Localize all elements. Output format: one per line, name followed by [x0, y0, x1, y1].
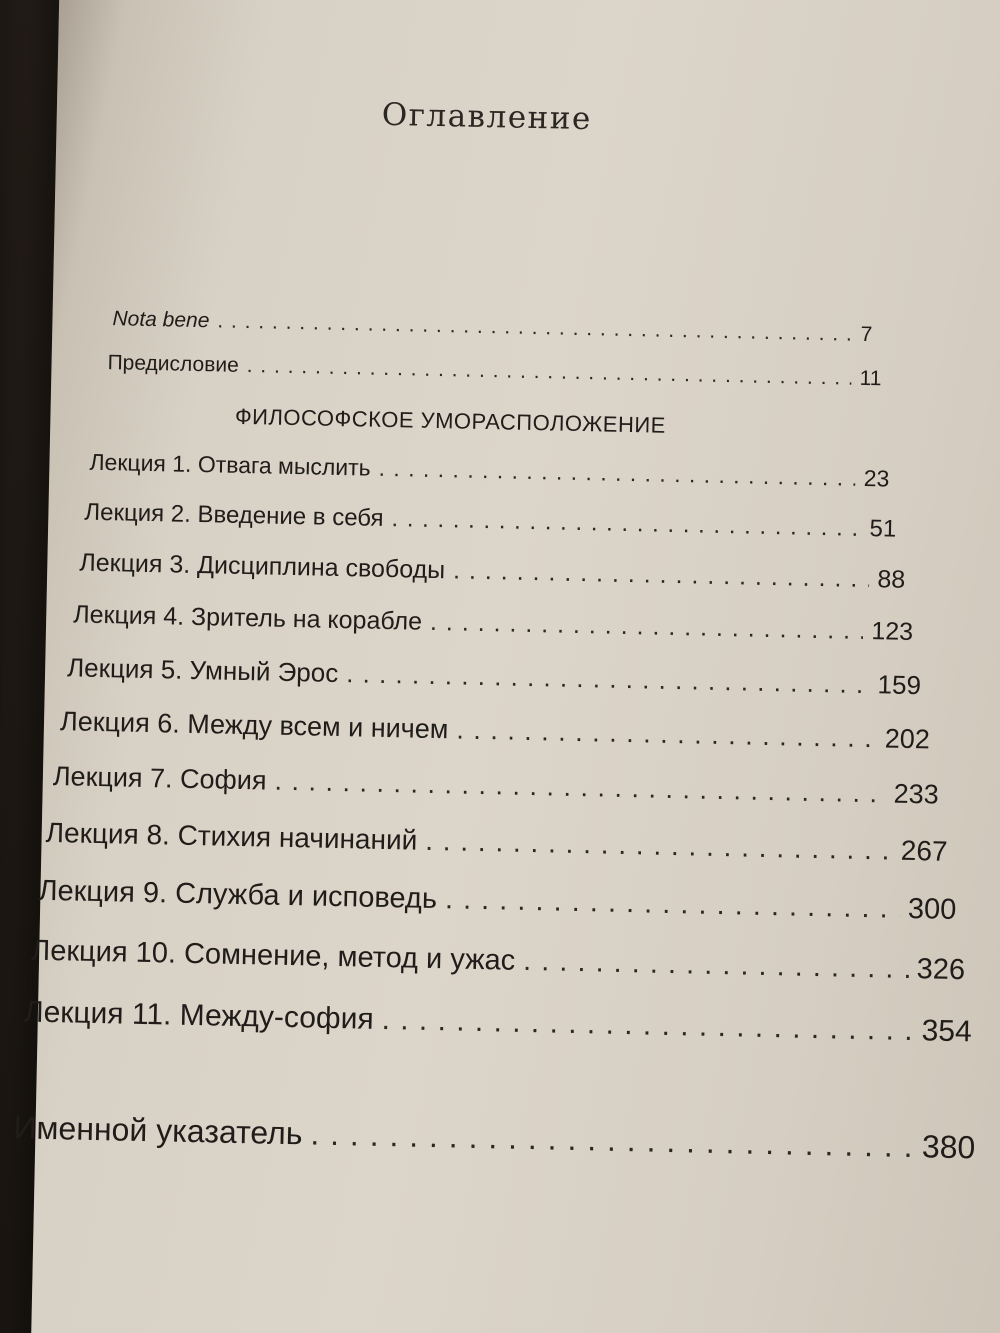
leader-dots [217, 309, 853, 346]
toc-page-number: 202 [884, 723, 931, 755]
leader-dots [310, 1116, 914, 1166]
page-title: Оглавление [381, 96, 593, 138]
toc-page-number: 51 [869, 515, 897, 543]
toc-row-lecture-6 [60, 706, 930, 755]
toc-row-lecture-8 [45, 817, 947, 868]
toc-label: Лекция 7. София [52, 761, 267, 796]
leader-dots [430, 608, 864, 646]
toc-label: Лекция 4. Зритель на корабле [73, 600, 423, 636]
leader-dots [391, 505, 862, 543]
toc-page-number: 7 [860, 322, 873, 347]
book-page [13, 0, 1000, 1333]
toc-row-lecture-3 [79, 549, 905, 595]
toc-row-preface [107, 351, 881, 391]
toc-row-lecture-2 [84, 499, 896, 544]
toc-label: Nota bene [112, 307, 210, 333]
leader-dots [381, 1003, 914, 1048]
toc-label: Лекция 9. Служба и исповедь [38, 874, 438, 916]
leader-dots [425, 825, 893, 867]
toc-row-lecture-9 [38, 875, 956, 927]
toc-page-number: 159 [877, 669, 922, 701]
toc-row-nota-bene [112, 307, 872, 347]
toc-page-number: 123 [871, 617, 914, 647]
toc-page-number: 380 [921, 1128, 976, 1166]
toc-page-number: 267 [900, 834, 948, 867]
toc-row-lecture-10 [31, 935, 965, 988]
leader-dots [346, 658, 870, 700]
toc-row-lecture-11 [24, 995, 973, 1049]
toc-page-number: 23 [863, 464, 890, 492]
toc-label: Лекция 2. Введение в себя [84, 498, 384, 532]
leader-dots [523, 945, 909, 986]
toc-label: Лекция 10. Сомнение, метод и ужас [30, 934, 516, 977]
toc-label: Лекция 6. Между всем и ничем [59, 706, 449, 745]
toc-page-number: 300 [907, 892, 957, 926]
leader-dots [378, 455, 856, 492]
toc-label: Именной указатель [13, 1109, 303, 1152]
toc-label: Лекция 5. Умный Эрос [66, 652, 339, 688]
toc-page-number: 326 [916, 953, 966, 987]
leader-dots [445, 883, 901, 926]
toc-page-number: 11 [859, 366, 882, 391]
section-heading: ФИЛОСОФСКОЕ УМОРАСПОЛОЖЕНИЕ [234, 403, 667, 438]
toc-label: Лекция 1. Отвага мыслить [89, 448, 371, 481]
toc-label: Предисловие [107, 351, 240, 377]
toc-label: Лекция 3. Дисциплина свободы [79, 548, 446, 585]
leader-dots [453, 556, 870, 594]
toc-label: Лекция 8. Стихия начинаний [45, 816, 418, 856]
toc-page-number: 354 [921, 1014, 973, 1049]
toc-row-lecture-1 [89, 449, 889, 493]
toc-row-lecture-7 [53, 761, 939, 811]
leader-dots [456, 714, 877, 754]
leader-dots [247, 354, 852, 391]
toc-row-lecture-5 [67, 652, 921, 701]
toc-page-number: 88 [877, 565, 906, 594]
toc-row-name-index [13, 1109, 976, 1166]
leader-dots [274, 766, 886, 810]
toc-label: Лекция 11. Между-софия [23, 995, 375, 1036]
toc-row-lecture-4 [73, 600, 913, 647]
toc-page-number: 233 [893, 778, 940, 810]
